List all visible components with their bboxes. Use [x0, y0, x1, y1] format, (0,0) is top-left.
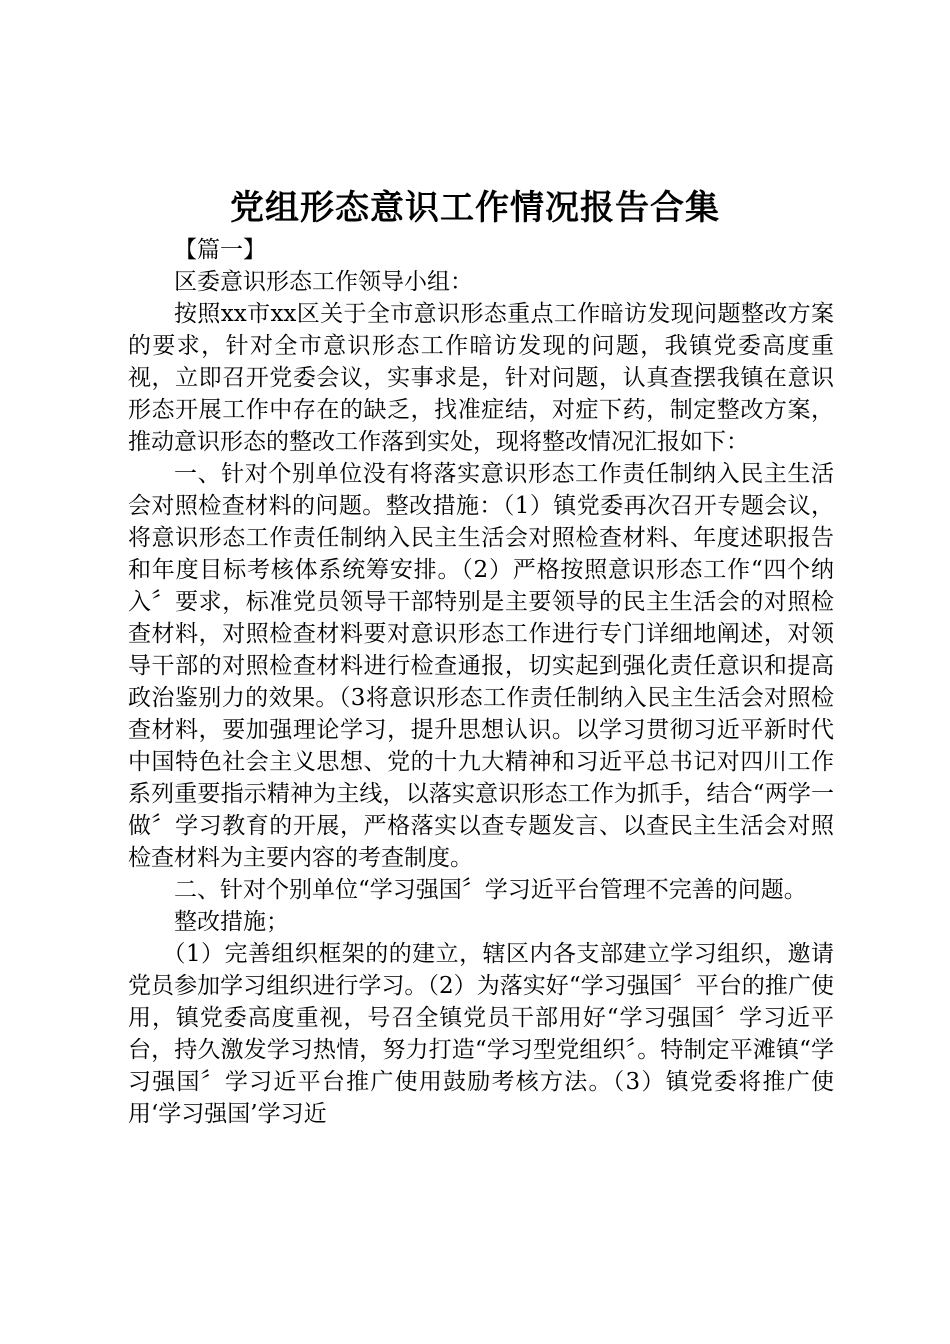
issue-one-paragraph: 一、针对个别单位没有将落实意识形态工作责任制纳入民主生活会对照检查材料的问题。整改措施：（1）镇党委再次召开专题会议，将意识形态工作责任制纳入民主生活会对照检查材料、年度述职报告和年度目标考核体系统筹安排。（2）严格按照意识形态工作“四个纳入〞要求，标准党员领导干部特别是主要领导的民主生活会的对照检查材料，对照检查材料要对意识形态工作进行专门详细地阐述，对领导干部的对照检查材料进行检查通报，切实起到强化责任意识和提高政治鉴别力的效果。（3将意识形态工作责任制纳入民主生活会对照检查材料，要加强理论学习，提升思想认识。以学习贯彻习近平新时代中国特色社会主义思想、党的十九大精神和习近平总书记对四川工作系列重要指示精神为主线，以落实意识形态工作为抓手，结合“两学一做〞学习教育的开展，严格落实以查专题发言、以查民主生活会对照检查材料为主要内容的考查制度。 [128, 461, 834, 871]
document-body [128, 234, 834, 1130]
measures-label: 整改措施； [174, 909, 289, 935]
section-heading-part-one: 【篇一】 [174, 237, 266, 263]
intro-paragraph: 按照xx市xx区关于全市意识形态重点工作暗访发现问题整改方案的要求，针对全市意识形态工作暗访发现的问题，我镇党委高度重视，立即召开党委会议，实事求是，针对问题，认真查摆我镇在意识形态开展工作中存在的缺乏，找准症结，对症下药，制定整改方案，推动意识形态的整改工作落到实处，现将整改情况汇报如下： [128, 301, 834, 455]
document-title: 党组形态意识工作情况报告合集 [230, 188, 720, 228]
measures-paragraph: （1）完善组织框架的的建立，辖区内各支部建立学习组织，邀请党员参加学习组织进行学习。（2）为落实好“学习强国〞平台的推广使用，镇党委高度重视，号召全镇党员干部用好“学习强国〞学习近平台，持久激发学习热情，努力打造“学习型党组织〞。特制定平滩镇“学习强国〞学习近平台推广使用鼓励考核方法。（3）镇党委将推广使用‘学习强国’学习近 [128, 941, 834, 1127]
issue-two-paragraph: 二、针对个别单位“学习强国〞学习近平台管理不完善的问题。 [174, 877, 807, 903]
salutation: 区委意识形态工作领导小组： [174, 269, 473, 295]
